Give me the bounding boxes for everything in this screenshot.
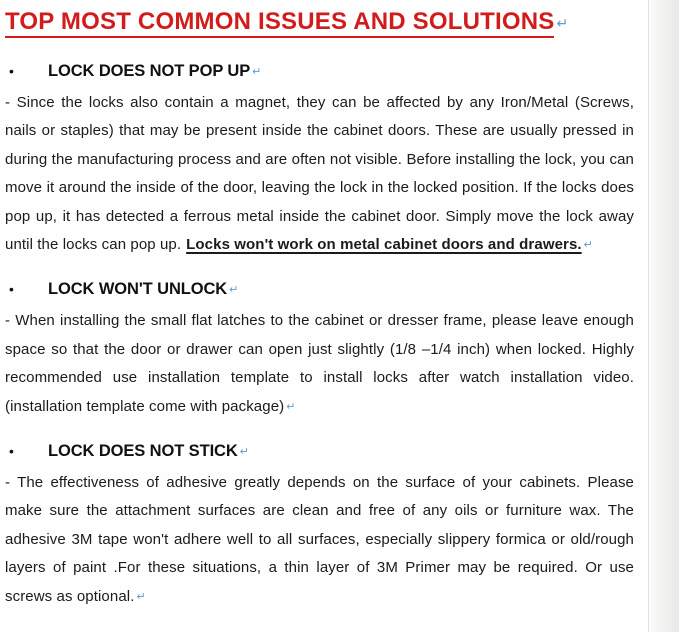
section-lock-does-not-stick [5,439,634,611]
section-heading-row [5,277,634,301]
bullet-icon: • [9,63,14,79]
section-heading-row [5,439,634,463]
page-right-edge [648,0,679,632]
paragraph-return-icon: ↵ [136,590,146,603]
section-paragraph [5,469,634,611]
paragraph-return-icon: ↵ [583,239,593,252]
paragraph-return-icon: ↵ [239,446,249,459]
bullet-icon: • [9,281,14,298]
section-lock-wont-unlock [5,277,634,421]
paragraph-return-icon: ↵ [252,66,262,78]
section-heading: LOCK WON'T UNLOCK [48,280,228,299]
section-heading: LOCK DOES NOT STICK [48,442,238,461]
section-heading: LOCK DOES NOT POP UP [48,62,251,80]
paragraph-return-icon: ↵ [229,284,239,297]
section-paragraph [5,307,634,421]
paragraph-return-icon: ↵ [286,400,296,413]
page-title-text: TOP MOST COMMON ISSUES AND SOLUTIONS [5,8,554,38]
bullet-icon: • [9,443,14,460]
section-lock-does-not-pop-up [5,59,634,259]
paragraph-text: - When installing the small flat latches to the cabinet or dresser frame, please leave enough space so that the door or drawer can open just slightly (1/8 –1/4 inch) when locked. Highly recommended use installation template to install locks after watch installation video. (installation template come with package) [5,312,634,415]
paragraph-text: - The effectiveness of adhesive greatly depends on the surface of your cabinets. Please make sure the attachment surfaces are clean and free of any oils or furniture wax. The adhesive 3M tape won't adhere well to all surfaces, especially slippery formica or old/rough layers of paint .For these situations, a thin layer of 3M Primer may be required. Or use screws as optional. [5,474,634,605]
document-content [5,0,634,611]
paragraph-return-icon: ↵ [556,15,569,31]
section-paragraph [5,89,634,259]
section-heading-row [5,59,634,83]
paragraph-bold-underline-text: Locks won't work on metal cabinet doors and drawers. [186,236,582,254]
paragraph-text: - Since the locks also contain a magnet, they can be affected by any Iron/Metal (Screws, nails or staples) that may be present inside the cabinet doors. These are usually pressed in during the manufacturing process and are often not visible. Before installing the lock, you can move it around the inside of the door, leaving the lock in the locked position. If the locks does pop up, it has detected a ferrous metal inside the cabinet door. Simply move the lock away until the locks can pop up. [5,94,634,254]
page-title [5,6,634,39]
